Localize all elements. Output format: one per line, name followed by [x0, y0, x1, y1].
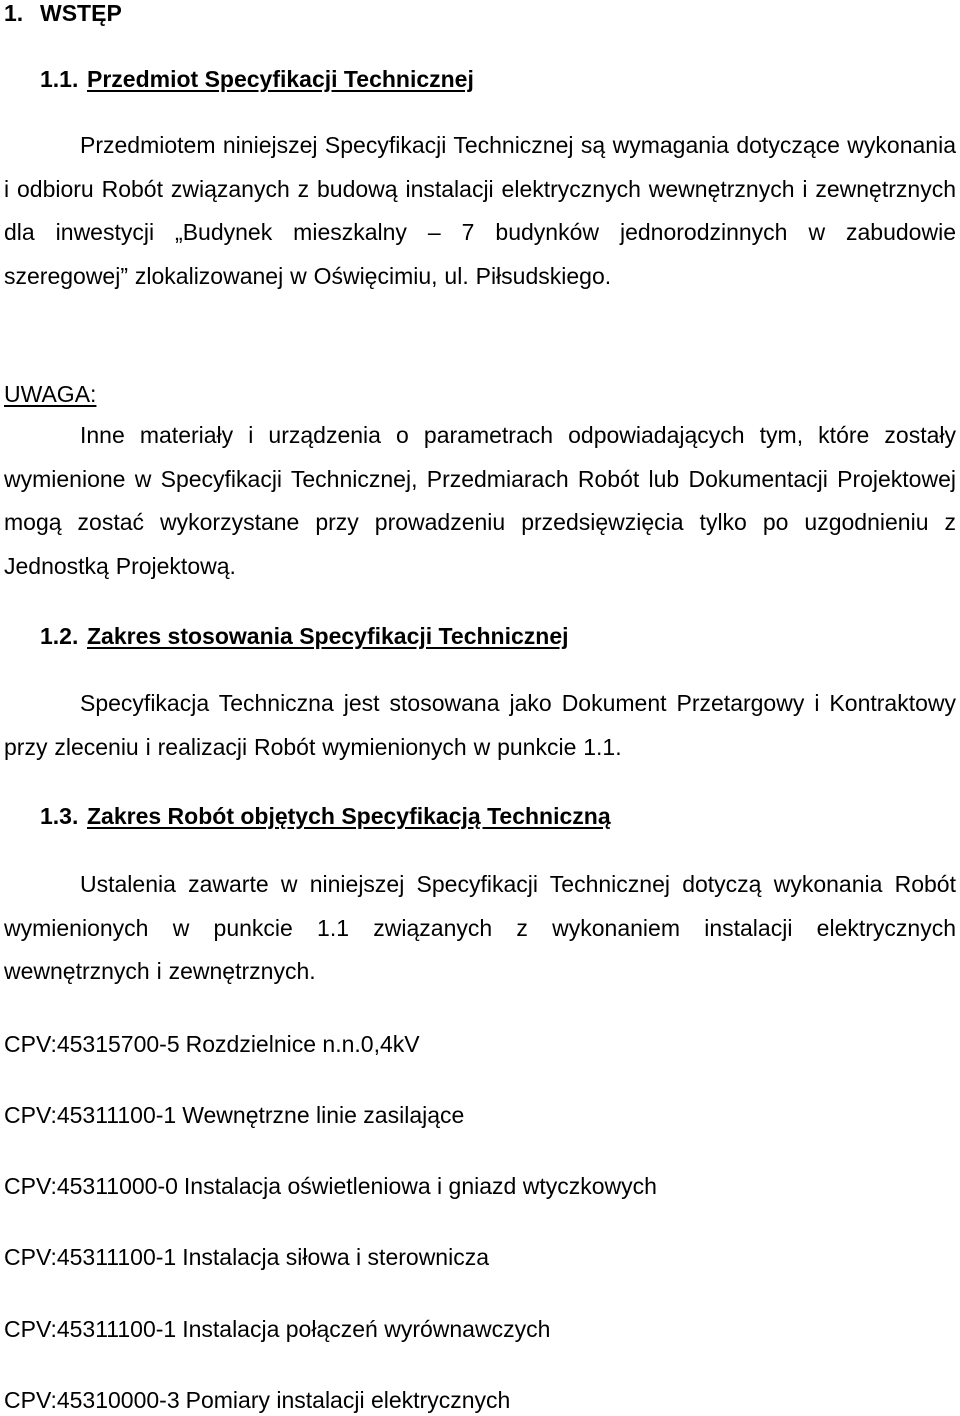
section-title: WSTĘP: [40, 0, 122, 26]
section-heading: [4, 0, 122, 26]
subsection-heading-1-2: [40, 623, 569, 649]
cpv-desc: Rozdzielnice n.n.0,4kV: [185, 1031, 420, 1057]
cpv-desc: Instalacja oświetleniowa i gniazd wtyczkowych: [183, 1173, 657, 1199]
cpv-item: [4, 1316, 550, 1342]
subsection-title: Zakres stosowania Specyfikacji Technicznej: [87, 623, 569, 649]
subsection-number: 1.1.: [40, 66, 79, 92]
cpv-code: CPV:45311100-1: [4, 1102, 177, 1128]
cpv-code: CPV:45310000-3: [4, 1387, 180, 1413]
subsection-heading-1-1: [40, 66, 474, 92]
note-label: UWAGA:: [4, 381, 97, 407]
cpv-desc: Pomiary instalacji elektrycznych: [185, 1387, 511, 1413]
paragraph-1-3: Ustalenia zawarte w niniejszej Specyfikacji Technicznej dotyczą wykonania Robót wymienionych w punkcie 1.1 związanych z wykonaniem instalacji elektrycznych wewnętrznych i zewnętrznych.: [4, 871, 956, 984]
cpv-item: [4, 1244, 489, 1270]
cpv-item: [4, 1031, 420, 1057]
cpv-desc: Instalacja siłowa i sterownicza: [182, 1244, 489, 1270]
cpv-item: [4, 1387, 510, 1413]
cpv-desc: Wewnętrzne linie zasilające: [182, 1102, 465, 1128]
subsection-number: 1.3.: [40, 803, 79, 829]
subsection-title: Przedmiot Specyfikacji Technicznej: [87, 66, 474, 92]
note-paragraph: Inne materiały i urządzenia o parametrach odpowiadających tym, które zostały wymienione w Specyfikacji Technicznej, Przedmiarach Robót lub Dokumentacji Projektowej mogą zostać wykorzystane przy prowadzeniu przedsięwzięcia tylko po uzgodnieniu z Jednostką Projektową.: [4, 422, 956, 579]
subsection-title: Zakres Robót objętych Specyfikacją Techniczną: [87, 803, 611, 829]
subsection-heading-1-3: [40, 803, 611, 829]
paragraph-1-1: Przedmiotem niniejszej Specyfikacji Technicznej są wymagania dotyczące wykonania i odbioru Robót związanych z budową instalacji elektrycznych wewnętrznych i zewnętrznych dla inwestycji „Budynek mieszkalny – 7 budynków jednorodzinnych w zabudowie szeregowej” zlokalizowanej w Oświęcimiu, ul. Piłsudskiego.: [4, 132, 956, 289]
cpv-code: CPV:45311100-1: [4, 1316, 177, 1342]
cpv-code: CPV:45315700-5: [4, 1031, 180, 1057]
paragraph-1-2: Specyfikacja Techniczna jest stosowana jako Dokument Przetargowy i Kontraktowy przy zleceniu i realizacji Robót wymienionych w punkcie 1.1.: [4, 690, 956, 760]
subsection-number: 1.2.: [40, 623, 79, 649]
cpv-item: [4, 1173, 657, 1199]
cpv-code: CPV:45311000-0: [4, 1173, 178, 1199]
cpv-item: [4, 1102, 464, 1128]
section-number: 1.: [4, 0, 24, 26]
cpv-desc: Instalacja połączeń wyrównawczych: [182, 1316, 551, 1342]
cpv-code: CPV:45311100-1: [4, 1244, 177, 1270]
